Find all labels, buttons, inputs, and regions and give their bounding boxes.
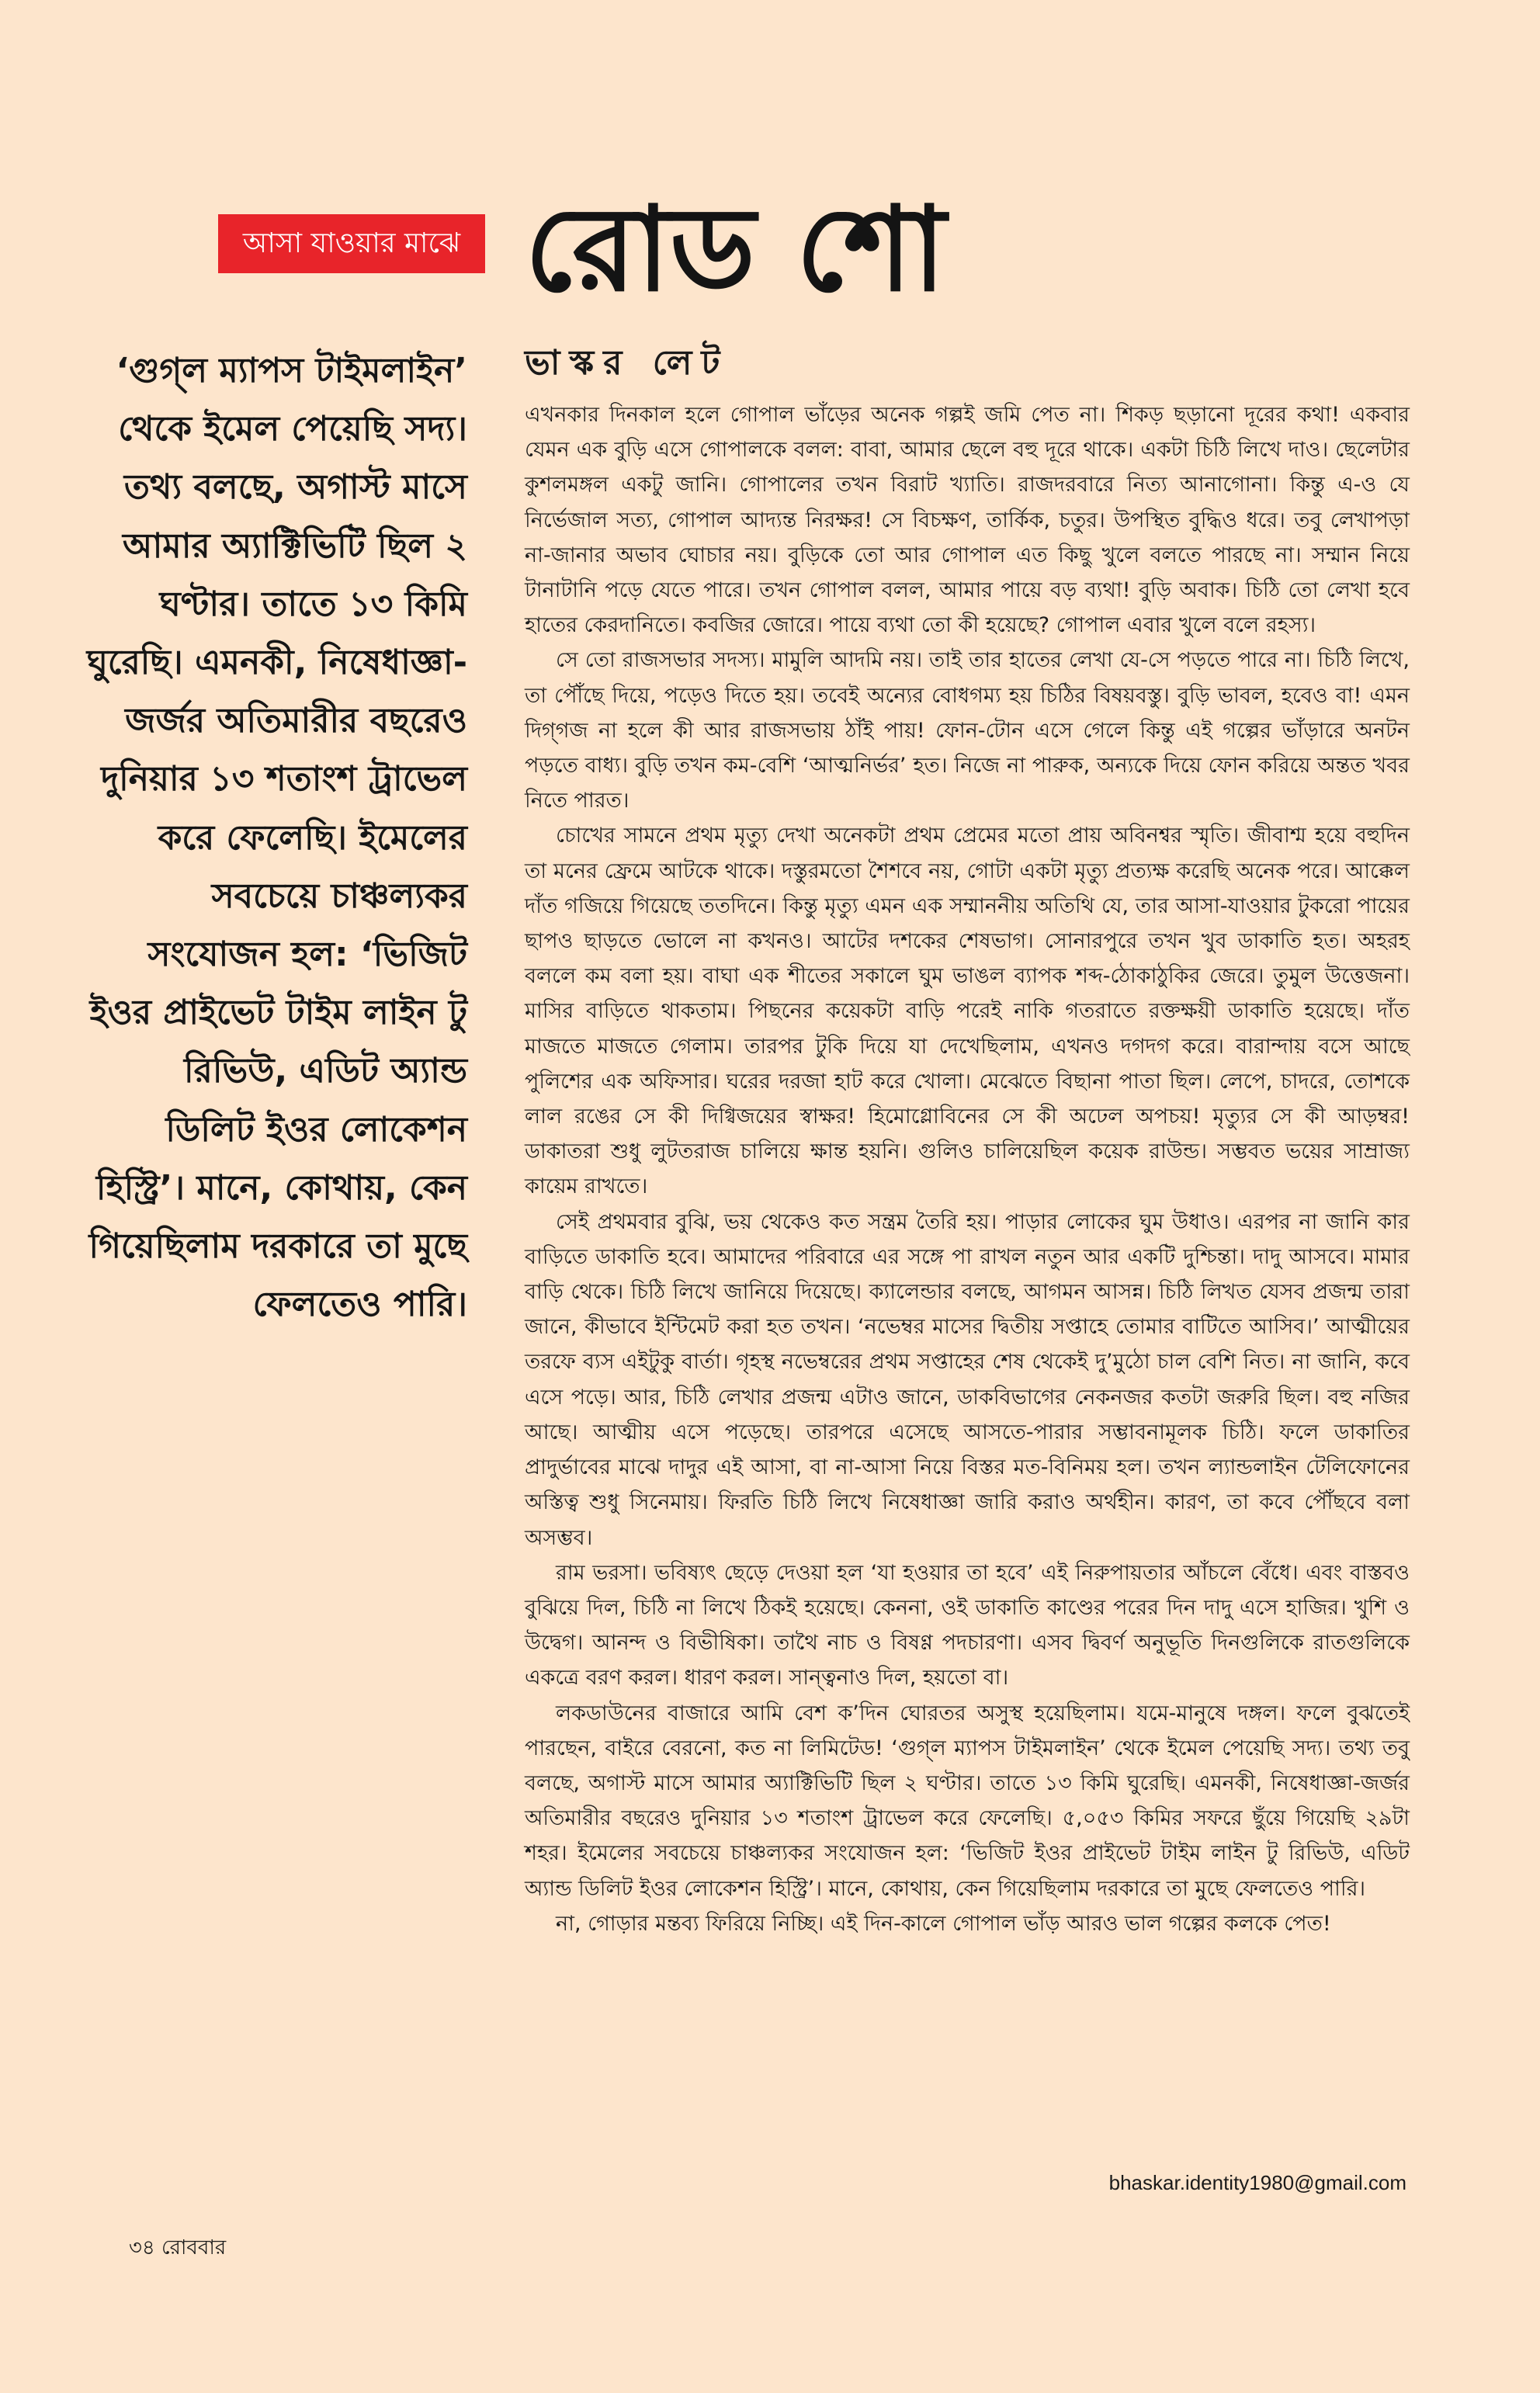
author-email: bhaskar.identity1980@gmail.com	[1108, 2171, 1406, 2194]
headline: রোড শো	[525, 182, 946, 317]
pull-quote-text: ‘গুগ্‌ল ম্যাপস টাইমলাইন’ থেকে ইমেল পেয়েছি সদ্য। তথ্য বলছে, অগাস্ট মাসে আমার অ্যাক্টিভিটি ছিল ২ ঘণ্টার। তাতে ১৩ কিমি ঘুরেছি। এমনকী, নিষেধাজ্ঞা-জর্জর অতিমারীর বছরেও দুনিয়ার ১৩ শতাংশ ট্রাভেল করে ফেলেছি। ইমেলের সবচেয়ে চাঞ্চল্যকর সংযোজন হল: ‘ভিজিট ইওর প্রাইভেট টাইম লাইন টু রিভিউ, এডিট অ্যান্ড ডিলিট ইওর লোকেশন হিস্ট্রি’। মানে, কোথায়, কেন গিয়েছিলাম দরকারে তা মুছে ফেলতেও পারি।	[86, 351, 467, 1325]
article-paragraph: না, গোড়ার মন্তব্য ফিরিয়ে নিচ্ছি। এই দিন-কালে গোপাল ভাঁড় আরও ভাল গল্পের কলকে পেত!	[556, 1911, 1331, 1936]
article-paragraph: এখনকার দিনকাল হলে গোপাল ভাঁড়ের অনেক গল্পই জমি পেত না। শিকড় ছড়ানো দূরের কথা! একবার যেমন এক বুড়ি এসে গোপালকে বলল: বাবা, আমার ছেলে বহু দূরে থাকে। একটা চিঠি লিখে দাও। ছেলেটার কুশলমঙ্গল একটু জানি। গোপালের তখন বিরাট খ্যাতি। রাজদরবারে নিত্য আনাগোনা। কিন্তু এ-ও যে নির্ভেজাল সত্য, গোপাল আদ্যন্ত নিরক্ষর! সে বিচক্ষণ, তার্কিক, চতুর। উপস্থিত বুদ্ধিও ধরে। তবু লেখাপড়া না-জানার অভাব ঘোচার নয়। বুড়িকে তো আর গোপাল এত কিছু খুলে বলতে পারছে না। সম্মান নিয়ে টানাটানি পড়ে যেতে পারে। তখন গোপাল বলল, আমার পায়ে বড় ব্যথা! বুড়ি অবাক। চিঠি তো লেখা হবে হাতের কেরদানিতে। কবজির জোরে। পায়ে ব্যথা তো কী হয়েছে? গোপাল এবার খুলে বলে রহস্য।	[525, 403, 1410, 638]
article-paragraph: সেই প্রথমবার বুঝি, ভয় থেকেও কত সন্ত্রম তৈরি হয়। পাড়ার লোকের ঘুম উধাও। এরপর না জানি কার বাড়িতে ডাকাতি হবে। আমাদের পরিবারে এর সঙ্গে পা রাখল নতুন আর একটি দুশ্চিন্তা। দাদু আসবে। মামার বাড়ি থেকে। চিঠি লিখে জানিয়ে দিয়েছে। ক্যালেন্ডার বলছে, আগমন আসন্ন। চিঠি লিখত যেসব প্রজন্ম তারা জানে, কীভাবে ইন্টিমেট করা হত তখন। ‘নভেম্বর মাসের দ্বিতীয় সপ্তাহে তোমার বাটিতে আসিব।’ আত্মীয়ের তরফে ব্যস এইটুকু বার্তা। গৃহস্থ নভেম্বরের প্রথম সপ্তাহের শেষ থেকেই দু’মুঠো চাল বেশি নিত। না জানি, কবে এসে পড়ে। আর, চিঠি লেখার প্রজন্ম এটাও জানে, ডাকবিভাগের নেকনজর কতটা জরুরি ছিল। বহু নজির আছে। আত্মীয় এসে পড়েছে। তারপরে এসেছে আসতে-পারার সম্ভাবনামূলক চিঠি। ফলে ডাকাতির প্রাদুর্ভাবের মাঝে দাদুর এই আসা, বা না-আসা নিয়ে বিস্তর মত-বিনিময় হল। তখন ল্যান্ডলাইন টেলিফোনের অস্তিত্ব শুধু সিনেমায়। ফিরতি চিঠি লিখে নিষেধাজ্ঞা জারি করাও অর্থহীন। কারণ, তা কবে পৌঁছবে বলা অসম্ভব।	[525, 1209, 1410, 1550]
article-body	[525, 397, 1410, 1941]
article-paragraph: রাম ভরসা। ভবিষ্যৎ ছেড়ে দেওয়া হল ‘যা হওয়ার তা হবে’ এই নিরুপায়তার আঁচলে বেঁধে। এবং বাস্তবও বুঝিয়ে দিল, চিঠি না লিখে ঠিকই হয়েছে। কেননা, ওই ডাকাতি কাণ্ডের পরের দিন দাদু এসে হাজির। খুশি ও উদ্বেগ। আনন্দ ও বিভীষিকা। তাথৈ নাচ ও বিষণ্ণ পদচারণা। এসব দ্বিবর্ণ অনুভূতি দিনগুলিকে রাতগুলিকে একত্রে বরণ করল। ধারণ করল। সান্ত্বনাও দিল, হয়তো বা।	[525, 1560, 1410, 1691]
pull-quote	[85, 342, 467, 1333]
section-kicker: আসা যাওয়ার মাঝে	[218, 214, 485, 273]
byline: ভাস্কর লেট	[525, 343, 730, 383]
article-paragraph: চোখের সামনে প্রথম মৃত্যু দেখা অনেকটা প্রথম প্রেমের মতো প্রায় অবিনশ্বর স্মৃতি। জীবাশ্ম হয়ে বহুদিন তা মনের ফ্রেমে আটকে থাকে। দস্তুরমতো শৈশবে নয়, গোটা একটা মৃত্যু প্রত্যক্ষ করেছি অনেক পরে। আক্কেল দাঁত গজিয়ে গিয়েছে ততদিনে। কিন্তু মৃত্যু এমন এক সম্মাননীয় অতিথি যে, তার আসা-যাওয়ার টুকরো পায়ের ছাপও ছাড়তে ভোলে না কখনও। আটের দশকের শেষভাগ। সোনারপুরে তখন খুব ডাকাতি হত। অহরহ বললে কম বলা হয়। বাঘা এক শীতের সকালে ঘুম ভাঙল ব্যাপক শব্দ-ঠোকাঠুকির জেরে। তুমুল উত্তেজনা। মাসির বাড়িতে থাকতাম। পিছনের কয়েকটা বাড়ি পরেই নাকি গতরাতে রক্তক্ষয়ী ডাকাতি হয়েছে। দাঁত মাজতে মাজতে গেলাম। তারপর টুকি দিয়ে যা দেখেছিলাম, এখনও দগদগ করে। বারান্দায় বসে আছে পুলিশের এক অফিসার। ঘরের দরজা হাট করে খোলা। মেঝেতে বিছানা পাতা ছিল। লেপে, চাদরে, তোশকে লাল রঙের সে কী দিগ্বিজয়ের স্বাক্ষর! হিমোগ্লোবিনের সে কী অঢেল অপচয়! মৃত্যুর সে কী আড়ম্বর! ডাকাতরা শুধু লুটতরাজ চালিয়ে ক্ষান্ত হয়নি। গুলিও চালিয়েছিল কয়েক রাউন্ড। সম্ভবত ভয়ের সাম্রাজ্য কায়েম রাখতে।	[525, 824, 1410, 1199]
article-paragraph: লকডাউনের বাজারে আমি বেশ ক’দিন ঘোরতর অসুস্থ হয়েছিলাম। যমে-মানুষে দঙ্গল। ফলে বুঝতেই পারছেন, বাইরে বেরনো, কত না লিমিটেড! ‘গুগ্‌ল ম্যাপস টাইমলাইন’ থেকে ইমেল পেয়েছি সদ্য। তথ্য তবু বলছে, অগাস্ট মাসে আমার অ্যাক্টিভিটি ছিল ২ ঘণ্টার। তাতে ১৩ কিমি ঘুরেছি। এমনকী, নিষেধাজ্ঞা-জর্জর অতিমারীর বছরেও দুনিয়ার ১৩ শতাংশ ট্রাভেল করে ফেলেছি। ৫,০৫৩ কিমির সফরে ছুঁয়ে গিয়েছি ২৯টা শহর। ইমেলের সবচেয়ে চাঞ্চল্যকর সংযোজন হল: ‘ভিজিট ইওর প্রাইভেট টাইম লাইন টু রিভিউ, এডিট অ্যান্ড ডিলিট ইওর লোকেশন হিস্ট্রি’। মানে, কোথায়, কেন গিয়েছিলাম দরকারে তা মুছে ফেলতেও পারি।	[525, 1701, 1410, 1901]
page-folio: ৩৪ রোববার	[129, 2236, 227, 2259]
article-paragraph: সে তো রাজসভার সদস্য। মামুলি আদমি নয়। তাই তার হাতের লেখা যে-সে পড়তে পারে না। চিঠি লিখে, তা পৌঁছে দিয়ে, পড়েও দিতে হয়। তবেই অন্যের বোধগম্য হয় চিঠির বিষয়বস্তু। বুড়ি ভাবল, হবেও বা! এমন দিগ্‌গজ না হলে কী আর রাজসভায় ঠাঁই পায়! ফোন-টোন এসে গেলে কিন্তু এই গল্পের ভাঁড়ারে অনটন পড়তে বাধ্য। বুড়ি তখন কম-বেশি ‘আত্মনির্ভর’ হত। নিজে না পারুক, অন্যকে দিয়ে ফোন করিয়ে অন্তত খবর নিতে পারত।	[525, 648, 1410, 813]
